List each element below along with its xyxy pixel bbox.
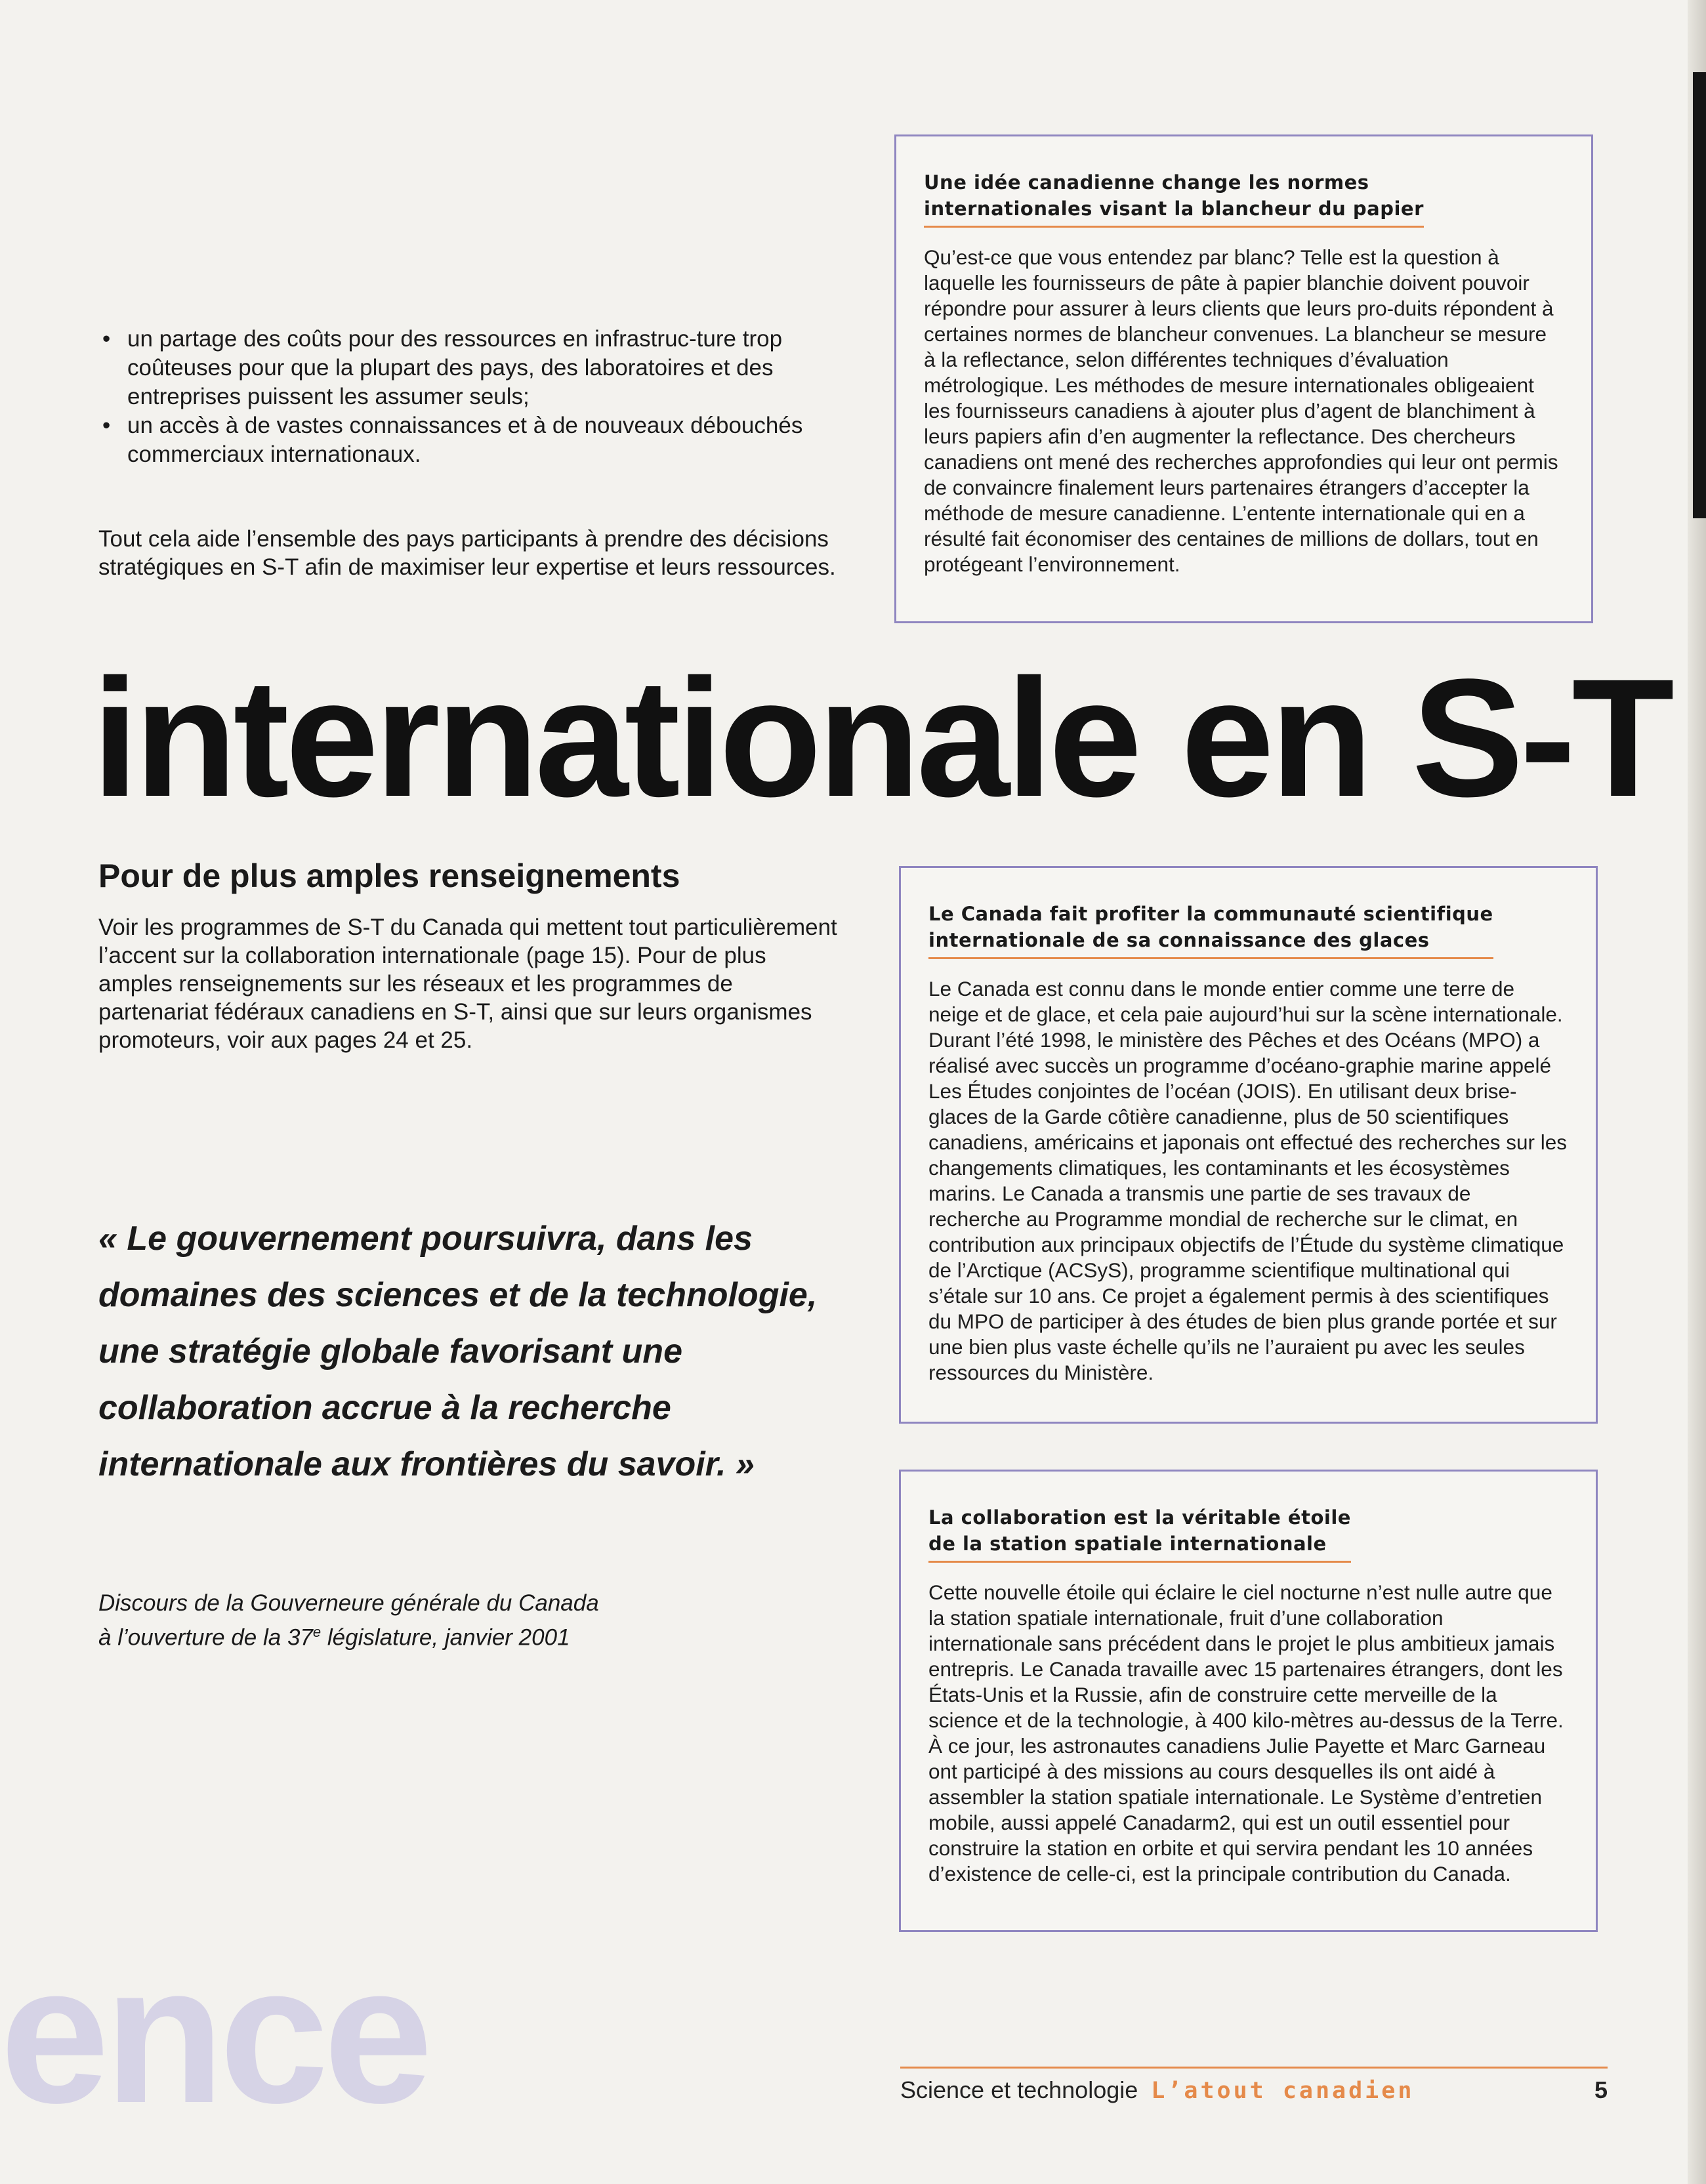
sidebar-heading-line-1: Une idée canadienne change les normes [924,171,1369,194]
citation-line-1: Discours de la Gouverneure générale du Canada [98,1590,599,1616]
quote-citation [98,1589,846,1653]
bullet-item: • un accès à de vastes connaissances et à de nouveaux débouchés commerciaux internationaux. [98,411,846,469]
more-info-body: Voir les programmes de S-T du Canada qui mettent tout particulièrement l’accent sur la collaboration internationale (page 15). Pour de plus amples renseignements sur les réseaux et les programmes de partenariat fédéraux canadiens en S-T, ainsi que sur leurs organismes promoteurs, voir aux pages 24 et 25. [98,915,837,1053]
bullet-list [98,325,846,469]
sidebar-ice-knowledge [899,866,1598,1424]
more-info-heading: Pour de plus amples renseignements [98,857,680,894]
sidebar-paper-whiteness [894,134,1593,623]
sidebar-heading [928,1504,1351,1563]
page-edge [1688,0,1706,2184]
sidebar-heading-line-1: La collaboration est la véritable étoile [928,1506,1351,1529]
intro-paragraph: Tout cela aide l’ensemble des pays participants à prendre des décisions stratégiques en S-T afin de maximiser leur expertise et leurs ressources. [98,526,836,580]
pull-quote: « Le gouvernement poursuivra, dans les domaines des sciences et de la technologie, une stratégie globale favorisant une collaboration accrue à la recherche internationale aux frontières du savoir. » [98,1220,818,1483]
footer-title: Science et technologie [900,2076,1138,2103]
sidebar-body: Le Canada est connu dans le monde entier comme une terre de neige et de glace, et cela paie aujourd’hui sur la scène internationale. Durant l’été 1998, le ministère des Pêches et des Océans (MPO) a réalisé avec succès un programme d’océano-graphie marine appelé Les Études conjointes de l’océan (JOIS). En utilisant deux brise-glaces de la Garde côtière canadienne, plus de 50 scientifiques canadiens, américains et japonais ont effectué des recherches sur les changements climatiques, les contaminants et les écosystèmes marins. Le Canada a transmis une partie de ses travaux de recherche au Programme mondial de recherche sur le climat, en contribution aux principaux objectifs de l’Étude du système climatique de l’Arctique (ACSyS), programme scientifique multinational qui s’étale sur 10 ans. Ce projet a également permis à des scientifiques du MPO de participer à des études de bien plus grande portée et sur une bien plus vaste échelle qu’ils ne l’auraient pu avec les seules ressources du Ministère. [928,977,1567,1384]
page-tab-marker [1693,72,1706,518]
page-number: 5 [1594,2076,1608,2103]
page-footer [900,2067,1608,2104]
section-title: internationale en S-T [92,644,1671,832]
sidebar-heading [924,169,1424,228]
sidebar-heading-line-2: de la station spatiale internationale [928,1533,1327,1555]
sidebar-heading-line-2: internationales visant la blancheur du papier [924,197,1424,220]
citation-superscript: e [312,1624,322,1640]
sidebar-body: Qu’est-ce que vous entendez par blanc? Telle est la question à laquelle les fournisseurs de pâte à papier blanchie doivent pouvoir répondre pour assurer à leurs clients que leurs pro-duits répondent à certaines normes de blancheur convenues. La blancheur se mesure à la reflectance, selon différentes techniques d’évaluation métrologique. Les méthodes de mesure internationales obligeaient les fournisseurs canadiens à ajouter plus d’agent de blanchiment à leurs papiers afin d’en augmenter la reflectance. Des chercheurs canadiens ont mené des recherches approfondies qui leur ont permis de convaincre finalement leurs partenaires étrangers d’accepter la méthode de mesure canadienne. L’entente internationale qui en a résulté fait économiser des centaines de millions de dollars, tout en protégeant l’environnement. [924,245,1558,576]
sidebar-heading-line-1: Le Canada fait profiter la communauté scientifique [928,903,1493,925]
sidebar-body: Cette nouvelle étoile qui éclaire le ciel nocturne n’est nulle autre que la station spatiale internationale, fruit d’une collaboration internationale sans précédent dans le projet le plus ambitieux jamais entrepris. Le Canada travaille avec 15 partenaires étrangers, dont les États-Unis et la Russie, afin de construire cette merveille de la science et de la technologie, à 400 kilo-mètres au-dessus de la Terre. À ce jour, les astronautes canadiens Julie Payette et Marc Garneau ont participé à des missions au cours desquelles ils ont aidé à assembler la station spatiale internationale. Le Système d’entretien mobile, aussi appelé Canadarm2, qui est un outil essentiel pour construire la station en orbite et qui servira pendant les 10 années d’existence de celle-ci, est la principale contribution du Canada. [928,1580,1564,1885]
citation-line-2-prefix: à l’ouverture de la 37 [98,1624,313,1651]
citation-line-2-suffix: législature, janvier 2001 [321,1624,570,1651]
sidebar-heading [928,901,1493,959]
sidebar-heading-line-2: internationale de sa connaissance des glaces [928,929,1430,951]
sidebar-space-station [899,1470,1598,1932]
footer-tagline: L’atout canadien [1151,2078,1415,2104]
watermark-text: ence [0,1935,428,2132]
bullet-item: • un partage des coûts pour des ressources en infrastruc-ture trop coûteuses pour que la plupart des pays, des laboratoires et des entreprises puissent les assumer seuls; [98,325,846,411]
